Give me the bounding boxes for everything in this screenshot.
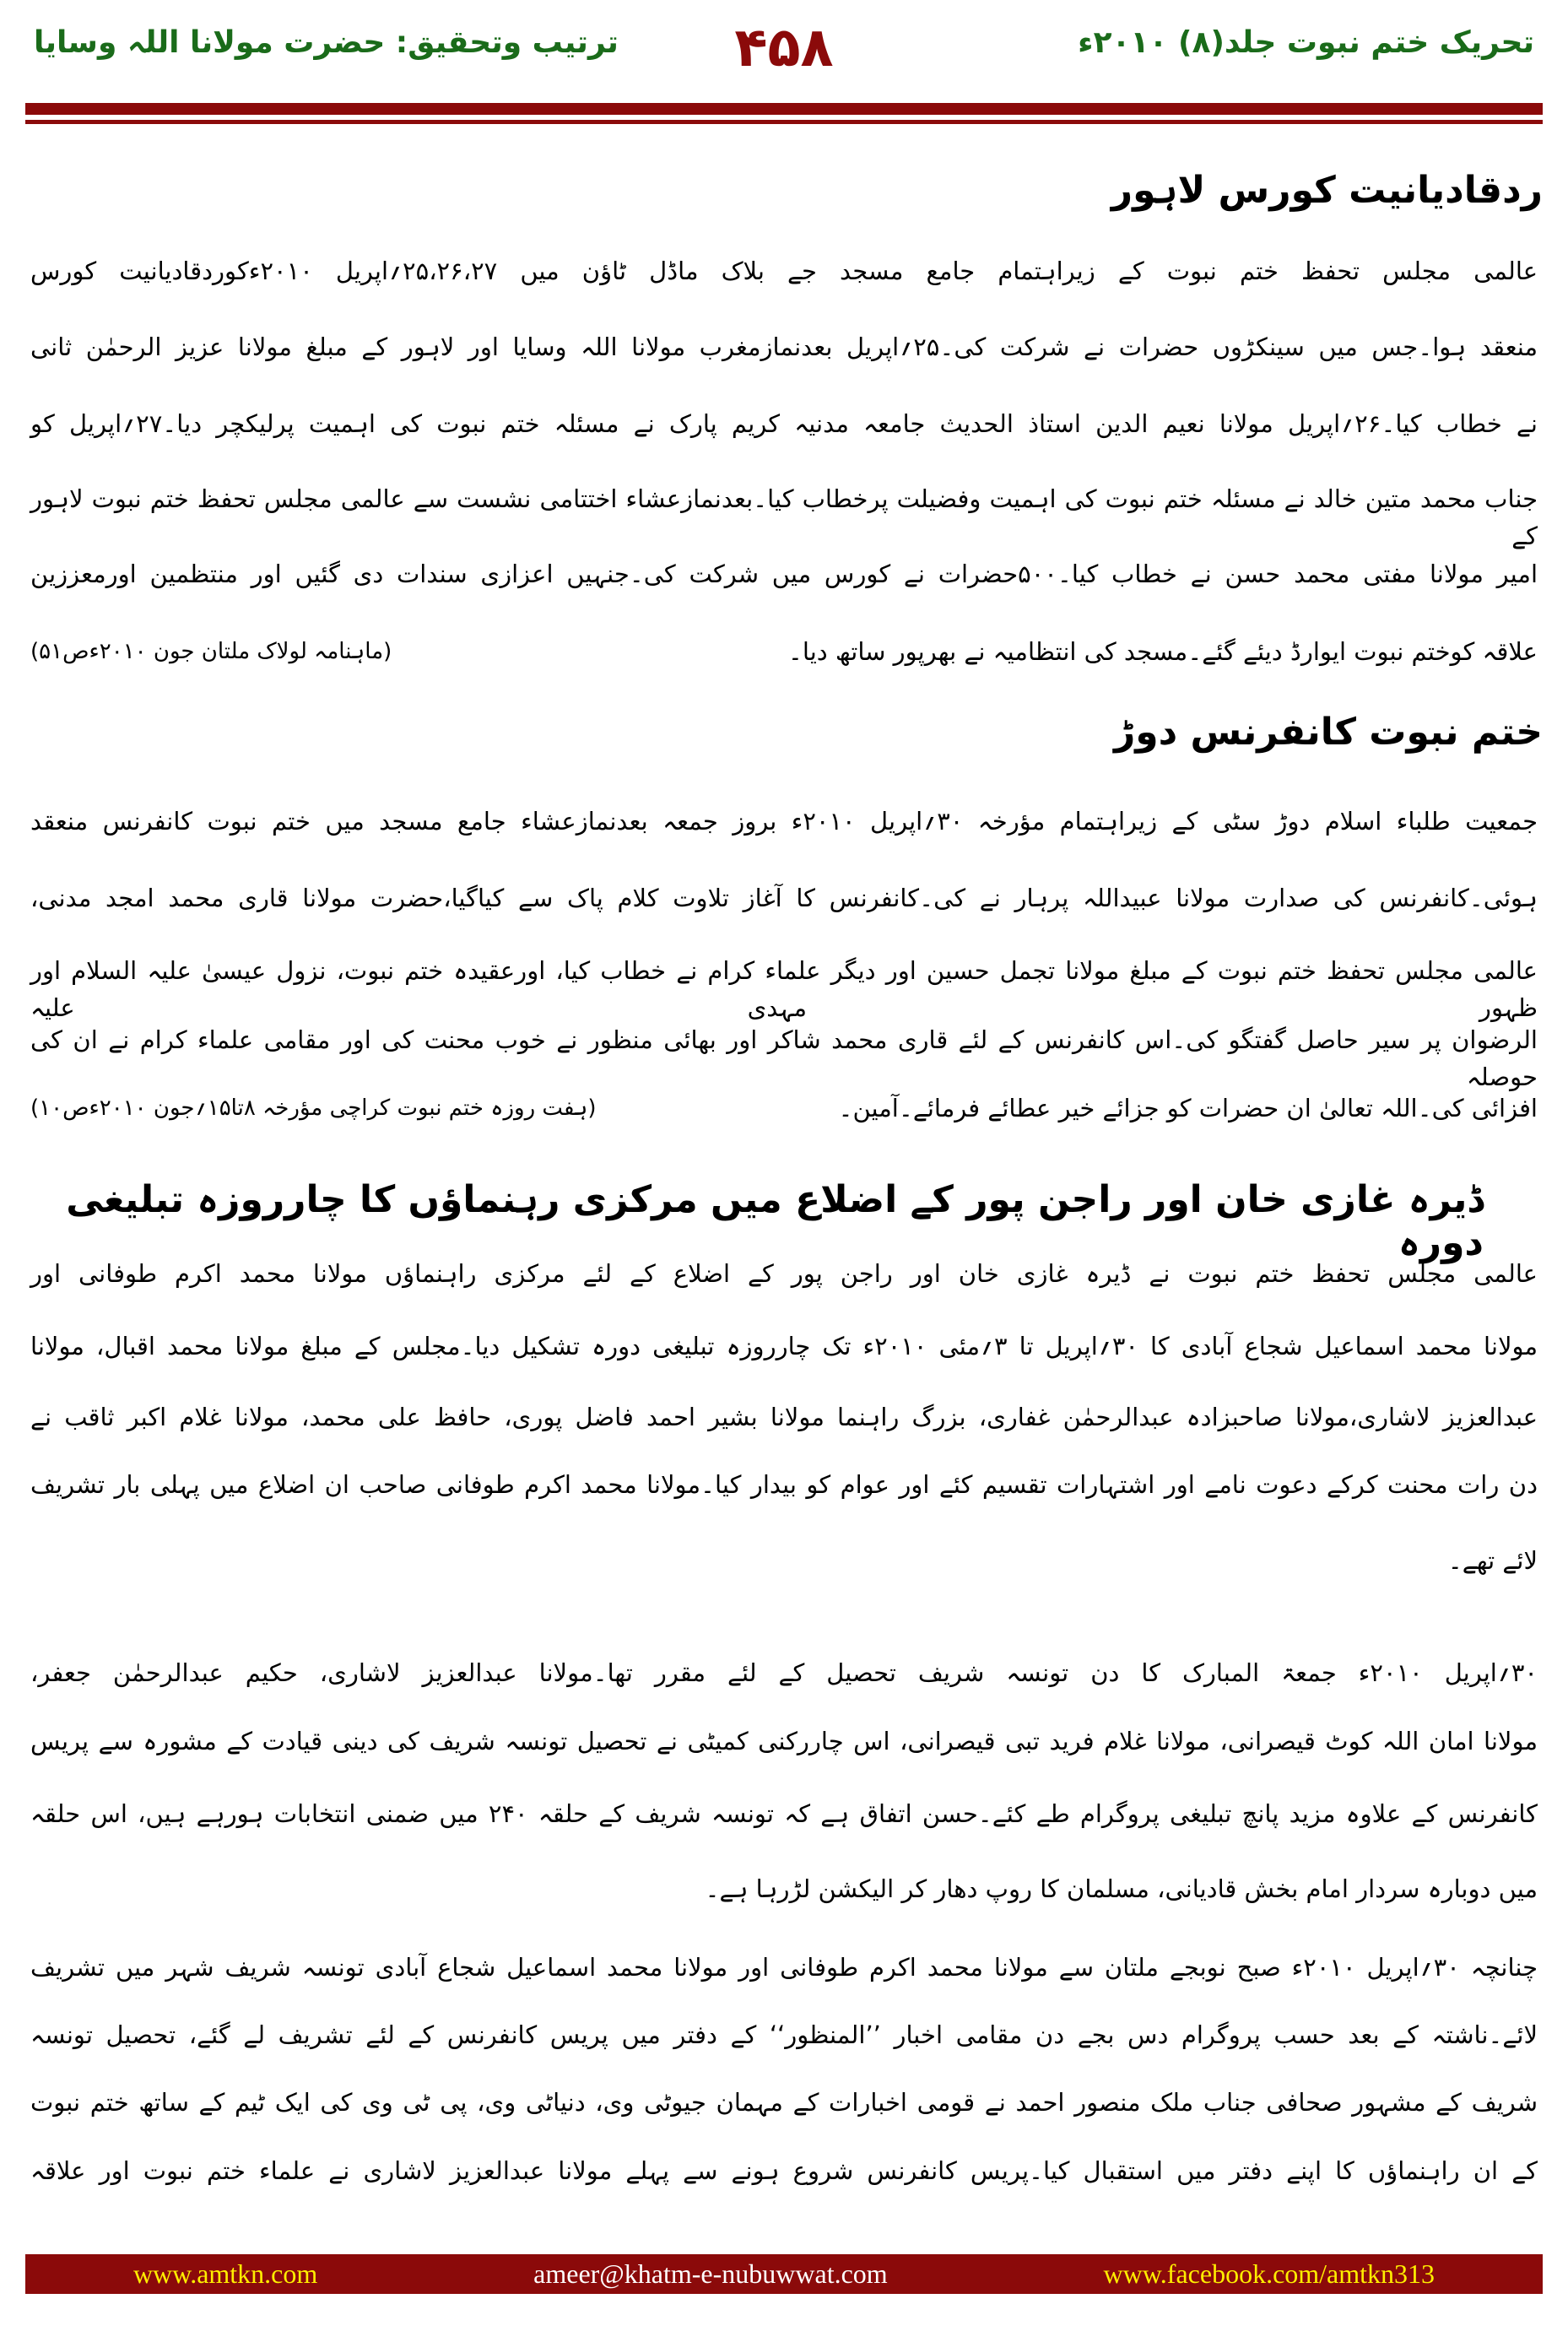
section-title: ردقادیانیت کورس لاہور bbox=[1111, 169, 1543, 212]
text-line: کانفرنس کے علاوہ مزید پانچ تبلیغی پروگرام طے کئے۔حسن اتفاق ہے کہ تونسہ شریف کے حلقہ ۲۴۰ میں ضمنی انتخابات ہورہے ہیں، اس حلقہ bbox=[30, 1799, 1538, 1828]
source-citation: (ہفت روزہ ختم نبوت کراچی مؤرخہ ۸تا۱۵؍جون ۲۰۱۰ءص۱۰) bbox=[30, 1095, 597, 1121]
compiler-credit: ترتیب وتحقیق: حضرت مولانا اللہ وسایا bbox=[34, 25, 619, 60]
text-line: ۳۰؍اپریل ۲۰۱۰ء جمعۃ المبارک کا دن تونسہ شریف تحصیل کے لئے مقرر تھا۔مولانا عبدالعزیز لاشاری، حکیم عبدالرحمٰن جعفر، bbox=[30, 1658, 1538, 1687]
text-line: افزائی کی۔اللہ تعالیٰ ان حضرات کو جزائے خیر عطائے فرمائے۔آمین۔ bbox=[838, 1094, 1538, 1122]
header-rule-thin bbox=[25, 120, 1543, 124]
book-title: تحریک ختم نبوت جلد(۸) ۲۰۱۰ء bbox=[1078, 25, 1534, 60]
email-link[interactable]: ameer@khatm-e-nubuwwat.com bbox=[533, 2258, 888, 2289]
source-citation: (ماہنامہ لولاک ملتان جون ۲۰۱۰ءص۵۱) bbox=[30, 639, 392, 664]
text-line: لائے۔ناشتہ کے بعد حسب پروگرام دس بجے دن مقامی اخبار ’’المنظور‘‘ کے دفتر میں پریس کانفرنس کے لئے تشریف لے گئے، تحصیل تونسہ bbox=[30, 2020, 1538, 2049]
text-line: دن رات محنت کرکے دعوت نامے اور اشتہارات تقسیم کئے اور عوام کو بیدار کیا۔مولانا محمد اکرم طوفانی صاحب ان اضلاع میں پہلی بار تشریف bbox=[30, 1470, 1538, 1499]
text-line: میں دوبارہ سردار امام بخش قادیانی، مسلمان کا روپ دھار کر الیکشن لڑرہا ہے۔ bbox=[705, 1874, 1538, 1903]
text-line: عالمی مجلس تحفظ ختم نبوت نے ڈیرہ غازی خان اور راجن پور کے اضلاع کے لئے مرکزی راہنماؤں مولانا محمد اکرم طوفانی اور bbox=[30, 1259, 1538, 1288]
website-link[interactable]: www.amtkn.com bbox=[132, 2258, 318, 2289]
text-line: شریف کے مشہور صحافی جناب ملک منصور احمد نے قومی اخبارات کے مہمان جیوٹی وی، دنیاٹی وی، پی ٹی وی کی ایک ٹیم کے ساتھ ختم نبوت bbox=[30, 2088, 1538, 2117]
section-title: ختم نبوت کانفرنس دوڑ bbox=[1113, 711, 1543, 754]
header-rule-thick bbox=[25, 103, 1543, 115]
text-line: عالمی مجلس تحفظ ختم نبوت کے زیراہتمام جامع مسجد جے بلاک ماڈل ٹاؤن میں ۲۵،۲۶،۲۷؍اپریل ۲۰۱۰ءکوردقادیانیت کورس bbox=[30, 257, 1538, 285]
text-line: مولانا محمد اسماعیل شجاع آبادی کا ۳۰؍اپریل تا ۳؍مئی ۲۰۱۰ء تک چارروزہ تبلیغی دورہ تشکیل دیا۔مجلس کے مبلغ مولانا محمد اقبال، مولانا bbox=[30, 1332, 1538, 1360]
text-line: جناب محمد متین خالد نے مسئلہ ختم نبوت کی اہمیت وفضیلت پرخطاب کیا۔بعدنمازعشاء اختتامی نشست سے عالمی مجلس تحفظ ختم نبوت لاہور کے bbox=[30, 484, 1538, 550]
text-line: عالمی مجلس تحفظ ختم نبوت کے مبلغ مولانا تجمل حسین اور دیگر علماء کرام نے خطاب کیا، اورعقیدہ ختم نبوت، نزول عیسیٰ علیہ السلام اور ظہور مہدی علیہ bbox=[30, 956, 1538, 1022]
text-line: الرضوان پر سیر حاصل گفتگو کی۔اس کانفرنس کے لئے قاری محمد شاکر اور بھائی منظور نے خوب محنت کی اور مقامی علماء کرام نے ان کی حوصلہ bbox=[30, 1025, 1538, 1091]
text-line: منعقد ہوا۔جس میں سینکڑوں حضرات نے شرکت کی۔۲۵؍اپریل بعدنمازمغرب مولانا اللہ وسایا اور لاہور کے مبلغ مولانا عزیز الرحمٰن ثانی bbox=[30, 333, 1538, 361]
text-line: چنانچہ ۳۰؍اپریل ۲۰۱۰ء صبح نوبجے ملتان سے مولانا محمد اکرم طوفانی اور مولانا محمد اسماعیل شجاع آبادی تونسہ شریف شہر میں تشریف bbox=[30, 1953, 1538, 1982]
page-number: ۴۵۸ bbox=[734, 17, 834, 79]
footer-bar bbox=[25, 2254, 1543, 2294]
text-line: جمعیت طلباء اسلام دوڑ سٹی کے زیراہتمام مؤرخہ ۳۰؍اپریل ۲۰۱۰ء بروز جمعہ بعدنمازعشاء جامع مسجد میں ختم نبوت کانفرنس منعقد bbox=[30, 807, 1538, 836]
text-line: عبدالعزیز لاشاری،مولانا صاحبزادہ عبدالرحمٰن غفاری، بزرگ راہنما مولانا بشیر احمد فاضل پوری، حافظ علی محمد، مولانا غلام اکبر ثاقب نے bbox=[30, 1403, 1538, 1431]
text-line-with-citation bbox=[30, 618, 1538, 670]
text-line-with-citation bbox=[30, 1074, 1538, 1127]
text-line: لائے تھے۔ bbox=[1447, 1546, 1538, 1575]
text-line: امیر مولانا مفتی محمد حسن نے خطاب کیا۔۵۰۰حضرات نے کورس میں شرکت کی۔جنہیں اعزازی سندات دی گئیں اور منتظمین اورمعززین bbox=[30, 560, 1538, 588]
text-line: مولانا امان اللہ کوٹ قیصرانی، مولانا غلام فرید تبی قیصرانی، اس چاررکنی کمیٹی نے تحصیل تونسہ شریف کی دینی قیادت کے مشورہ سے پریس bbox=[30, 1727, 1538, 1755]
text-line: نے خطاب کیا۔۲۶؍اپریل مولانا نعیم الدین استاذ الحدیث جامعہ مدنیہ کریم پارک نے مسئلہ ختم نبوت کی اہمیت پرلیکچر دیا۔۲۷؍اپریل کو bbox=[30, 409, 1538, 438]
section-title: ڈیرہ غازی خان اور راجن پور کے اضلاع میں مرکزی رہنماؤں کا چارروزہ تبلیغی دورہ bbox=[66, 1178, 1484, 1264]
facebook-link[interactable]: www.facebook.com/amtkn313 bbox=[1103, 2258, 1436, 2289]
text-line: علاقہ کوختم نبوت ایوارڈ دیئے گئے۔مسجد کی انتظامیہ نے بھرپور ساتھ دیا۔ bbox=[787, 637, 1538, 666]
text-line: ہوئی۔کانفرنس کی صدارت مولانا عبیداللہ پرہار نے کی۔کانفرنس کا آغاز تلاوت کلام پاک سے کیاگیا،حضرت مولانا قاری محمد امجد مدنی، bbox=[30, 884, 1538, 912]
text-line: کے ان راہنماؤں کا اپنے دفتر میں استقبال کیا۔پریس کانفرنس شروع ہونے سے پہلے مولانا عبدالعزیز لاشاری نے علماء ختم نبوت اور علاقہ bbox=[30, 2156, 1538, 2185]
